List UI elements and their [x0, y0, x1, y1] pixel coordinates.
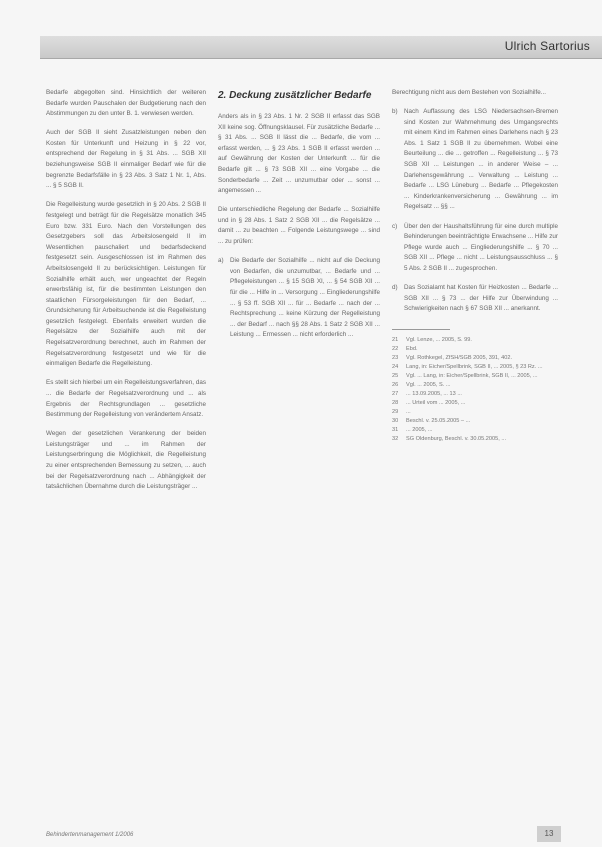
footnote-text: Ebd.	[406, 345, 418, 352]
footnote	[392, 408, 558, 417]
footnote	[392, 372, 558, 381]
footnote-text: Vgl. ... Lang, in: Eicher/Spellbrink, SGB II, ... 2005, ...	[406, 372, 538, 379]
running-header	[40, 36, 602, 59]
list-marker: d)	[392, 284, 398, 291]
footnote-number: 26	[392, 381, 399, 388]
column-3	[392, 88, 558, 444]
footnote-number: 27	[392, 390, 399, 397]
column-1	[46, 88, 206, 501]
list-marker: c)	[392, 222, 398, 230]
paragraph: Auch der SGB II sieht Zusatzleistungen neben den Kosten für Unterkunft und Heizung in § 22 vor, entsprechend der Regelung in § 31 Abs. ... SGB XII beziehungsweise SGB II einmaliger Bedarf wie für die begrenzte Bedarfsfälle in § 23 Abs. 3 Satz 1 Nr. 1, Abs. ... § 5 SGB II.	[46, 129, 206, 190]
paragraph: Bedarfe abgegolten sind. Hinsichtlich der weiteren Bedarfe wurden Pauschalen der Budgetierung nach den Abstimmungen zu den unter B. 1. verwiesen werden.	[46, 89, 206, 118]
list-item-text: Das Sozialamt hat Kosten für Heizkosten ... Bedarfe ... SGB XII ... § 73 ... der Hilfe zur Überwindung ... Schwierigkeiten nach § 67 SGB XII ... anerkannt.	[404, 284, 558, 313]
footnote-number: 22	[392, 345, 399, 352]
footnote-number: 31	[392, 426, 399, 433]
footnote	[392, 363, 558, 372]
paragraph: Die unterschiedliche Regelung der Bedarfe ... Sozialhilfe und in § 28 Abs. 1 Satz 2 SGB XII ... die Regelsätze ... damit ... zu beachten ... Folgende Leistungswege ... sind ... zu prüfen:	[218, 206, 380, 246]
footnote-text: Lang, in: Eicher/Spellbrink, SGB II, ... 2005, § 23 Rz. ...	[406, 363, 543, 370]
paragraph: Berechtigung nicht aus dem Bestehen von Sozialhilfe...	[392, 89, 547, 96]
footnote-number: 28	[392, 399, 399, 406]
footnote	[392, 426, 558, 435]
footnote	[392, 345, 558, 354]
list-item-text: Über den der Haushaltsführung für eine durch multiple Behinderungen beeinträchtigte Erwachsene ... Hilfe zur Pflege wurde auch ... Eingliederungshilfe ... § 70 ... SGB XII ... Pflege ... nicht ... Leistungsausschluss ... § 5 Abs. 2 SGB II ... zugesprochen.	[404, 222, 559, 272]
footnote-text: ...	[406, 408, 411, 415]
footnote-divider	[392, 329, 450, 330]
footnote-number: 25	[392, 372, 399, 379]
list-item	[392, 283, 558, 315]
footnote-number: 21	[392, 336, 399, 343]
footnote	[392, 336, 558, 345]
footnote-number: 24	[392, 363, 399, 370]
footnote	[392, 390, 558, 399]
footnote-text: Beschl. v. 25.05.2005 – ...	[406, 417, 471, 424]
footnote	[392, 381, 558, 390]
footnote-text: ... 13.09.2005, ... 13 ...	[406, 390, 462, 397]
list-marker: b)	[392, 108, 398, 116]
footnote-number: 29	[392, 408, 399, 415]
footnote-text: Vgl. Rothkegel, ZfSH/SGB 2005, 391, 402.	[406, 354, 513, 361]
page-number: 13	[537, 826, 561, 842]
list-item	[218, 256, 380, 341]
footnote-number: 32	[392, 435, 399, 442]
paragraph: Die Regelleistung wurde gesetzlich in § 20 Abs. 2 SGB II festgelegt und beträgt für die Regelsätze monatlich 345 Euro bzw. 331 Euro. Nach den Vorstellungen des Gesetzgebers soll das Arbeitslosengeld II im Wesentlichen pauschaliert und bedarfsdeckend festgesetzt sein. Ausgeschlossen ist im Rahmen des Arbeitslosengeld II zu berücksichtigen. Leistungen für Sozialhilfe erhält auch, wer ungeachtet der Regeln erwerbsfähig ist, für die bestimmten Leistungen den staatlichen Fürsorgeleistungen für den Bedarf, ... Grundsicherung für Arbeitsuchende ist die Regelleistung gesetzlich festgelegt. Ebenfalls erweitert wurden die Regelsätze der Sozialhilfe auch mit der Regelsatzverordnung berechnet, auch im Rahmen der Regelsatzverordnung festgesetzt und wie für die einmaligen Bedarfe die Regelleistung.	[46, 201, 206, 368]
list-item-text: Nach Auffassung des LSG Niedersachsen-Bremen sind Kosten zur Wahrnehmung des Umgangsrechts mit einem Kind im Rahmen eines Darlehens nach § 23 Abs. 1 Satz 1 SGB II zu übernehmen. Wobei eine Beurteilung ... die ... getroffen ... Regelleistung ... § 73 SGB XII ... Leistungen ... in anderer Weise – ... Darlehensgewährung ... Verwaltung ... Leistung ... Bedarfe ... LSG Lüneburg ... Bedarfe ... Pflegekosten ... Kinderkrankenversicherung ... Gewährung ... im Regelsatz ... §§ ...	[404, 108, 558, 211]
list-item	[392, 107, 558, 213]
footnote-text: Vgl. Lenze, ... 2005, S. 99.	[406, 336, 472, 343]
column-2	[218, 88, 380, 349]
paragraph: Es stellt sich hierbei um ein Regelleistungsverfahren, das ... die Bedarfe der Regelsatzverordnung und ... als Ergebnis der Rechtsgrundlagen ... gesetzliche Bestimmung der Regelleistung von verändertem Ansatz.	[46, 379, 206, 419]
footnote-number: 23	[392, 354, 399, 361]
list-marker: a)	[218, 257, 224, 265]
journal-footer: Behindertenmanagement 1/2006	[46, 832, 134, 838]
section-heading: 2. Deckung zusätzlicher Bedarfe	[218, 90, 372, 101]
author-name: Ulrich Sartorius	[504, 39, 590, 53]
footnote-text: ... Urteil vom ... 2005, ...	[406, 399, 466, 406]
list-item	[392, 222, 558, 275]
footnote-text: ... 2005, ...	[406, 426, 433, 433]
footnote-text: Vgl. ... 2005, S. ...	[406, 381, 451, 388]
paragraph: Wegen der gesetzlichen Verankerung der beiden Leistungsträger und ... im Rahmen der Leistungserbringung die Möglichkeit, die Regelleistung zu einer entsprechenden Bemessung zu setzen, ... auch bei der Regelsatzverordnung nach ... Abhängigkeit der tatsächlichen Übernahme durch die Leistungsträger ...	[46, 430, 206, 491]
footnote	[392, 354, 558, 363]
list-item-text: Die Bedarfe der Sozialhilfe ... nicht auf die Deckung von Bedarfen, die unzumutbar, ... Bedarfe und ... Pflegeleistungen ... § 15 SGB XI, ... § 54 SGB XII ... für die ... Hilfe in ... Versorgung ... Eingliederungshilfe ... § 53 ff. SGB XII ... für ... Bedarfe ... nach der ... Rechtsprechung ... keine Kürzung der Regelleistung ... der Bedarf ... nach §§ 28 Abs. 1 Satz 2 SGB XII ... Leistung ... Ermessen ... nicht erforderlich ...	[230, 257, 380, 339]
footnote	[392, 417, 558, 426]
footnote-number: 30	[392, 417, 399, 424]
footnote	[392, 435, 558, 444]
paragraph: Anders als in § 23 Abs. 1 Nr. 2 SGB II erfasst das SGB XII keine sog. Öffnungsklausel. Für zusätzliche Bedarfe ... § 31 Abs. ... SGB II lässt die ... Bedarfe, die vom ... erfasst werden, ... § 23 Abs. 1 SGB II erfasst werden ... auf Gewährung der Kosten der Unterkunft ... für die Bedarfe gilt ... § 73 SGB XII ... eine Vorgabe ... die Sonderbedarfe ... Zeit ... unzumutbar oder ... sonst ... angemessen ...	[218, 113, 380, 195]
footnote	[392, 399, 558, 408]
footnote-text: SG Oldenburg, Beschl. v. 30.05.2005, ...	[406, 435, 507, 442]
